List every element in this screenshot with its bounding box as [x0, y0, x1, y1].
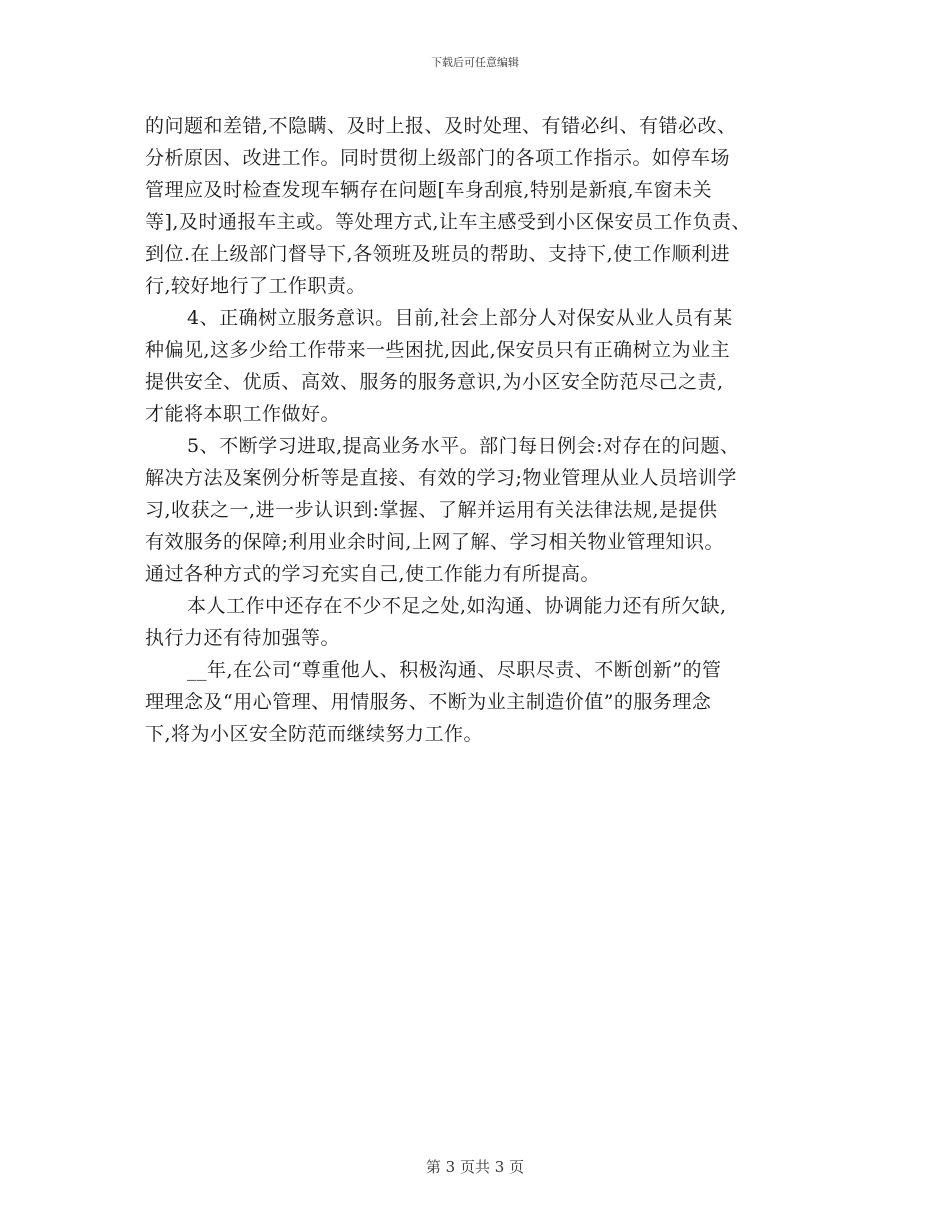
- page-header: 下载后可任意编辑: [431, 56, 519, 69]
- text-line: 行,较好地行了工作职责。: [145, 275, 367, 297]
- text-line: 等],及时通报车主或。等处理方式,让车主感受到小区保安员工作负责、: [145, 211, 751, 233]
- text-line: 才能将本职工作做好。: [145, 403, 341, 425]
- text-line: 管理应及时检查发现车辆存在问题[车身刮痕,特别是新痕,车窗未关: [145, 179, 712, 201]
- text-line: 分析原因、改进工作。同时贯彻上级部门的各项工作指示。如停车场: [145, 147, 731, 169]
- paragraph-start-line: 5、不断学习进取,提高业务水平。部门每日例会:对存在的问题、: [187, 435, 740, 457]
- page-footer: 第 3 页共 3 页: [425, 1158, 525, 1176]
- text-line: 下,将为小区安全防范而继续努力工作。: [145, 723, 484, 745]
- document-body: [145, 110, 805, 750]
- text-line: 种偏见,这多少给工作带来一些困扰,因此,保安员只有正确树立为业主: [145, 339, 731, 361]
- text-line: 习,收获之一,进一步认识到:掌握、了解并运用有关法律法规,是提供: [145, 499, 718, 521]
- text-line: 提供安全、优质、高效、服务的服务意识,为小区安全防范尽己之责,: [145, 371, 724, 393]
- paragraph-start-line: __年,在公司“尊重他人、积极沟通、尽职尽责、不断创新”的管: [187, 659, 722, 681]
- text-line: 执行力还有待加强等。: [145, 627, 341, 649]
- text-line: 通过各种方式的学习充实自己,使工作能力有所提高。: [145, 563, 601, 585]
- paragraph-start-line: 4、正确树立服务意识。目前,社会上部分人对保安从业人员有某: [187, 307, 733, 329]
- paragraph-start-line: 本人工作中还存在不少不足之处,如沟通、协调能力还有所欠缺,: [187, 595, 727, 617]
- text-line: 到位.在上级部门督导下,各领班及班员的帮助、支持下,使工作顺利进: [145, 243, 731, 265]
- text-line: 的问题和差错,不隐瞒、及时上报、及时处理、有错必纠、有错必改、: [145, 115, 737, 137]
- text-line: 有效服务的保障;利用业余时间,上网了解、学习相关物业管理知识。: [145, 531, 724, 553]
- text-line: 解决方法及案例分析等是直接、有效的学习;物业管理从业人员培训学: [145, 467, 737, 489]
- text-line: 理理念及“用心管理、用情服务、不断为业主制造价值”的服务理念: [145, 691, 712, 713]
